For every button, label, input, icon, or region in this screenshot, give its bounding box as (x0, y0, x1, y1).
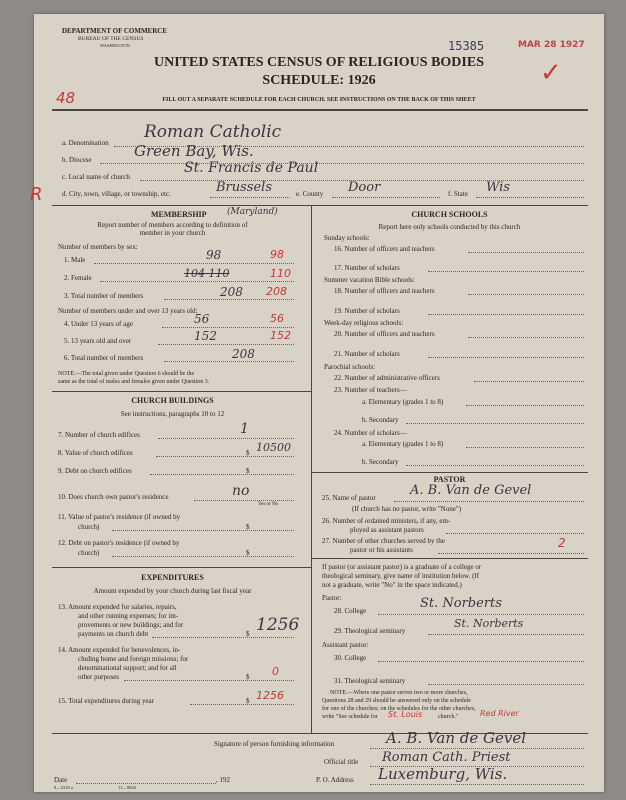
q8-dollar: $ (246, 449, 250, 457)
q13-value: 1256 (256, 615, 300, 635)
q28-value: St. Norberts (420, 596, 502, 611)
state-label: f. State (448, 190, 468, 198)
q27-value: 2 (558, 536, 566, 550)
q8-value: 10500 (256, 441, 291, 454)
denomination-value: Roman Catholic (144, 122, 282, 142)
membership-intro-1: Report number of members according to definition of (97, 221, 248, 229)
expenditures-heading: EXPENDITURES (141, 573, 204, 582)
signature-value: A. B. Van de Gevel (386, 729, 527, 747)
schools-sub: Report here only schools conducted by this church (378, 223, 521, 231)
q23b-label: b. Secondary (362, 416, 399, 424)
q14-line-3: denominational support; and for all (78, 664, 177, 672)
city-label-field: d. City, town, village, or township, etc. (62, 190, 171, 198)
membership-heading: MEMBERSHIP (151, 210, 207, 219)
q25-note: (If church has no pastor, write "None") (352, 505, 462, 513)
q12-label-b: church) (78, 549, 100, 557)
red-number: 48 (56, 89, 76, 107)
city-label: WASHINGTON (100, 43, 130, 48)
q22-label: 22. Number of administrative officers (334, 374, 440, 382)
parochial-label: Parochial schools: (324, 363, 376, 371)
q5-value: 152 (194, 329, 217, 343)
q25-value: A. B. Van de Gevel (410, 483, 532, 498)
q13-line-3: provements or new buildings; and for (78, 621, 184, 629)
county-value: Door (348, 180, 381, 195)
q7-label: 7. Number of church edifices (58, 431, 140, 439)
denomination-label: a. Denomination (62, 139, 109, 147)
q4-red-value: 56 (270, 312, 284, 325)
church-name-value: St. Francis de Paul (184, 160, 319, 176)
pastor-note-red: Red River (480, 709, 519, 718)
schools-heading: CHURCH SCHOOLS (411, 210, 488, 219)
q13-line-2: and other running expenses; for im- (78, 612, 179, 620)
q24a-label: a. Elementary (grades 1 to 8) (362, 440, 444, 448)
membership-note-1: NOTE.—The total given under Question 6 should be the (58, 371, 195, 377)
q12-label-a: 12. Debt on pastor's residence (if owned by (58, 539, 180, 547)
q2-value: 104 110 (184, 267, 230, 280)
grad-note-2: theological seminary, give name of institution below. (If (322, 572, 480, 580)
q27-line-1: 27. Number of other churches served by the (322, 537, 445, 545)
q9-label: 9. Debt on church edifices (58, 467, 132, 475)
pastor-note-1: NOTE.—Where one pastor serves two or more churches, (330, 690, 468, 696)
pastor-note-2: Questions 28 and 29 should be answered only on the schedule (322, 698, 471, 704)
q5-red-value: 152 (270, 329, 291, 342)
q4-label: 4. Under 13 years of age (64, 320, 133, 328)
dept-label: DEPARTMENT OF COMMERCE (62, 27, 168, 35)
q27-line-2: pastor or his assistants (350, 546, 413, 554)
form-title: UNITED STATES CENSUS OF RELIGIOUS BODIES (153, 55, 484, 70)
q2-label: 2. Female (64, 274, 92, 282)
q11-dollar: $ (246, 523, 250, 531)
q11-label-b: church) (78, 523, 100, 531)
q17-label: 17. Number of scholars (334, 264, 400, 272)
q9-dollar: $ (246, 467, 250, 475)
buildings-sub: See instructions, paragraphs 10 to 12 (120, 410, 225, 418)
q15-label: 15. Total expenditures during year (58, 697, 154, 705)
official-title-label: Official title (324, 758, 359, 766)
county-label: e. County (296, 190, 324, 198)
q10-label: 10. Does church own pastor's residence (58, 493, 169, 501)
q13-line-1: 13. Amount expended for salaries, repairs, (58, 603, 177, 611)
grad-note-3: not a graduate, write "No" in the space indicated.) (322, 581, 462, 589)
q1-label: 1. Male (64, 256, 86, 264)
q29-value: St. Norberts (454, 617, 524, 630)
state-value: Wis (486, 180, 510, 195)
membership-intro-2: member in your church (139, 229, 206, 237)
expenditures-sub: Amount expended by your church during last fiscal year (93, 587, 252, 595)
form-subtitle: SCHEDULE: 1926 (262, 73, 376, 88)
church-name-label: c. Local name of church (62, 173, 130, 181)
members-by-sex-label: Number of members by sex: (58, 243, 138, 251)
q23a-label: a. Elementary (grades 1 to 8) (362, 398, 444, 406)
members-by-age-label: Number of members under and over 13 years old: (58, 307, 198, 315)
q20-label: 20. Number of officers and teachers (334, 330, 435, 338)
census-form (30, 14, 604, 792)
q30-label: 30. College (334, 654, 367, 662)
address-label: P. O. Address (316, 776, 354, 784)
date-label: Date (54, 776, 68, 784)
official-title-value: Roman Cath. Priest (382, 750, 511, 765)
pastor-heading: PASTOR (433, 475, 466, 484)
q29-label: 29. Theological seminary (334, 627, 406, 635)
q5-label: 5. 13 years old and over (64, 337, 132, 345)
sunday-label: Sunday schools: (324, 234, 370, 242)
q1-value: 98 (206, 248, 222, 262)
date-stamp: MAR 28 1927 (518, 40, 585, 50)
q25-label: 25. Name of pastor (322, 494, 376, 502)
pastor-sub-label: Pastor: (322, 594, 342, 602)
q14-dollar: $ (246, 673, 250, 681)
date-year: , 192 (216, 776, 230, 784)
q15-dollar: $ (246, 697, 250, 705)
address-value: Luxemburg, Wis. (378, 765, 508, 783)
bureau-label: BUREAU OF THE CENSUS (78, 36, 144, 42)
q3-label: 3. Total number of members (64, 292, 144, 300)
q24b-label: b. Secondary (362, 458, 399, 466)
q12-dollar: $ (246, 549, 250, 557)
q14-line-2: cluding home and foreign missions; for (78, 655, 189, 663)
q19-label: 19. Number of scholars (334, 307, 400, 315)
q11-label-a: 11. Value of pastor's residence (if owned by (58, 513, 181, 521)
check-mark-icon: ✓ (540, 58, 562, 88)
print-code: 11—9026 (118, 785, 136, 790)
pastor-note-3: for one of the churches; on the schedules for the other churches, (322, 706, 476, 712)
red-letter: R (30, 184, 43, 205)
city-value: Brussels (216, 180, 273, 195)
q3-value: 208 (220, 285, 243, 299)
membership-note-2: same as the total of males and females given under Question 3. (58, 379, 210, 385)
diocese-value: Green Bay, Wis. (134, 142, 254, 160)
q23-label: 23. Number of teachers— (334, 386, 407, 394)
pastor-note-4: write "See schedule for (322, 714, 378, 720)
q14-value: 0 (272, 665, 279, 678)
q10-value: no (232, 483, 250, 499)
q6-value: 208 (232, 347, 255, 361)
q13-dollar: $ (246, 630, 250, 638)
q21-label: 21. Number of scholars (334, 350, 400, 358)
buildings-heading: CHURCH BUILDINGS (131, 396, 214, 405)
q3-red-value: 208 (266, 285, 287, 298)
yes-no-hint: Yes or No (258, 502, 279, 507)
q7-value: 1 (240, 421, 249, 437)
q14-line-4: other purposes (78, 673, 120, 681)
q16-label: 16. Number of officers and teachers (334, 245, 435, 253)
form-number: 15385 (448, 39, 485, 53)
q31-label: 31. Theological seminary (334, 677, 406, 685)
pastor-note-fill: St. Louis (388, 710, 423, 719)
q26-line-2: ployed as assistant pastors (350, 526, 424, 534)
form-code: 8—5318 a (54, 785, 73, 790)
q14-line-1: 14. Amount expended for benevolences, in- (58, 646, 181, 654)
q1-red-value: 98 (270, 248, 284, 261)
q24-label: 24. Number of scholars— (334, 429, 407, 437)
q26-line-1: 26. Number of ordained ministers, if any, em- (322, 517, 451, 525)
pastor-note-5: church." (438, 714, 459, 720)
q28-label: 28. College (334, 607, 367, 615)
q8-label: 8. Value of church edifices (58, 449, 133, 457)
q18-label: 18. Number of officers and teachers (334, 287, 435, 295)
q2-red-value: 110 (270, 267, 291, 280)
grad-note-1: If pastor (or assistant pastor) is a graduate of a college or (322, 563, 482, 571)
q13-line-4: payments on church debt (78, 630, 149, 638)
summer-label: Summer vacation Bible schools: (324, 276, 415, 284)
membership-stamp: (Maryland) (227, 207, 278, 217)
assistant-label: Assistant pastor: (322, 641, 369, 649)
weekday-label: Week-day religious schools: (324, 319, 404, 327)
q15-value: 1256 (256, 689, 284, 702)
q6-label: 6. Total number of members (64, 354, 144, 362)
signature-label: Signature of person furnishing information (214, 740, 335, 748)
diocese-label: b. Diocese (62, 156, 92, 164)
instruction-line: FILL OUT A SEPARATE SCHEDULE FOR EACH CHURCH. SEE INSTRUCTIONS ON THE BACK OF THIS SHEET (162, 97, 476, 103)
q4-value: 56 (194, 312, 210, 326)
